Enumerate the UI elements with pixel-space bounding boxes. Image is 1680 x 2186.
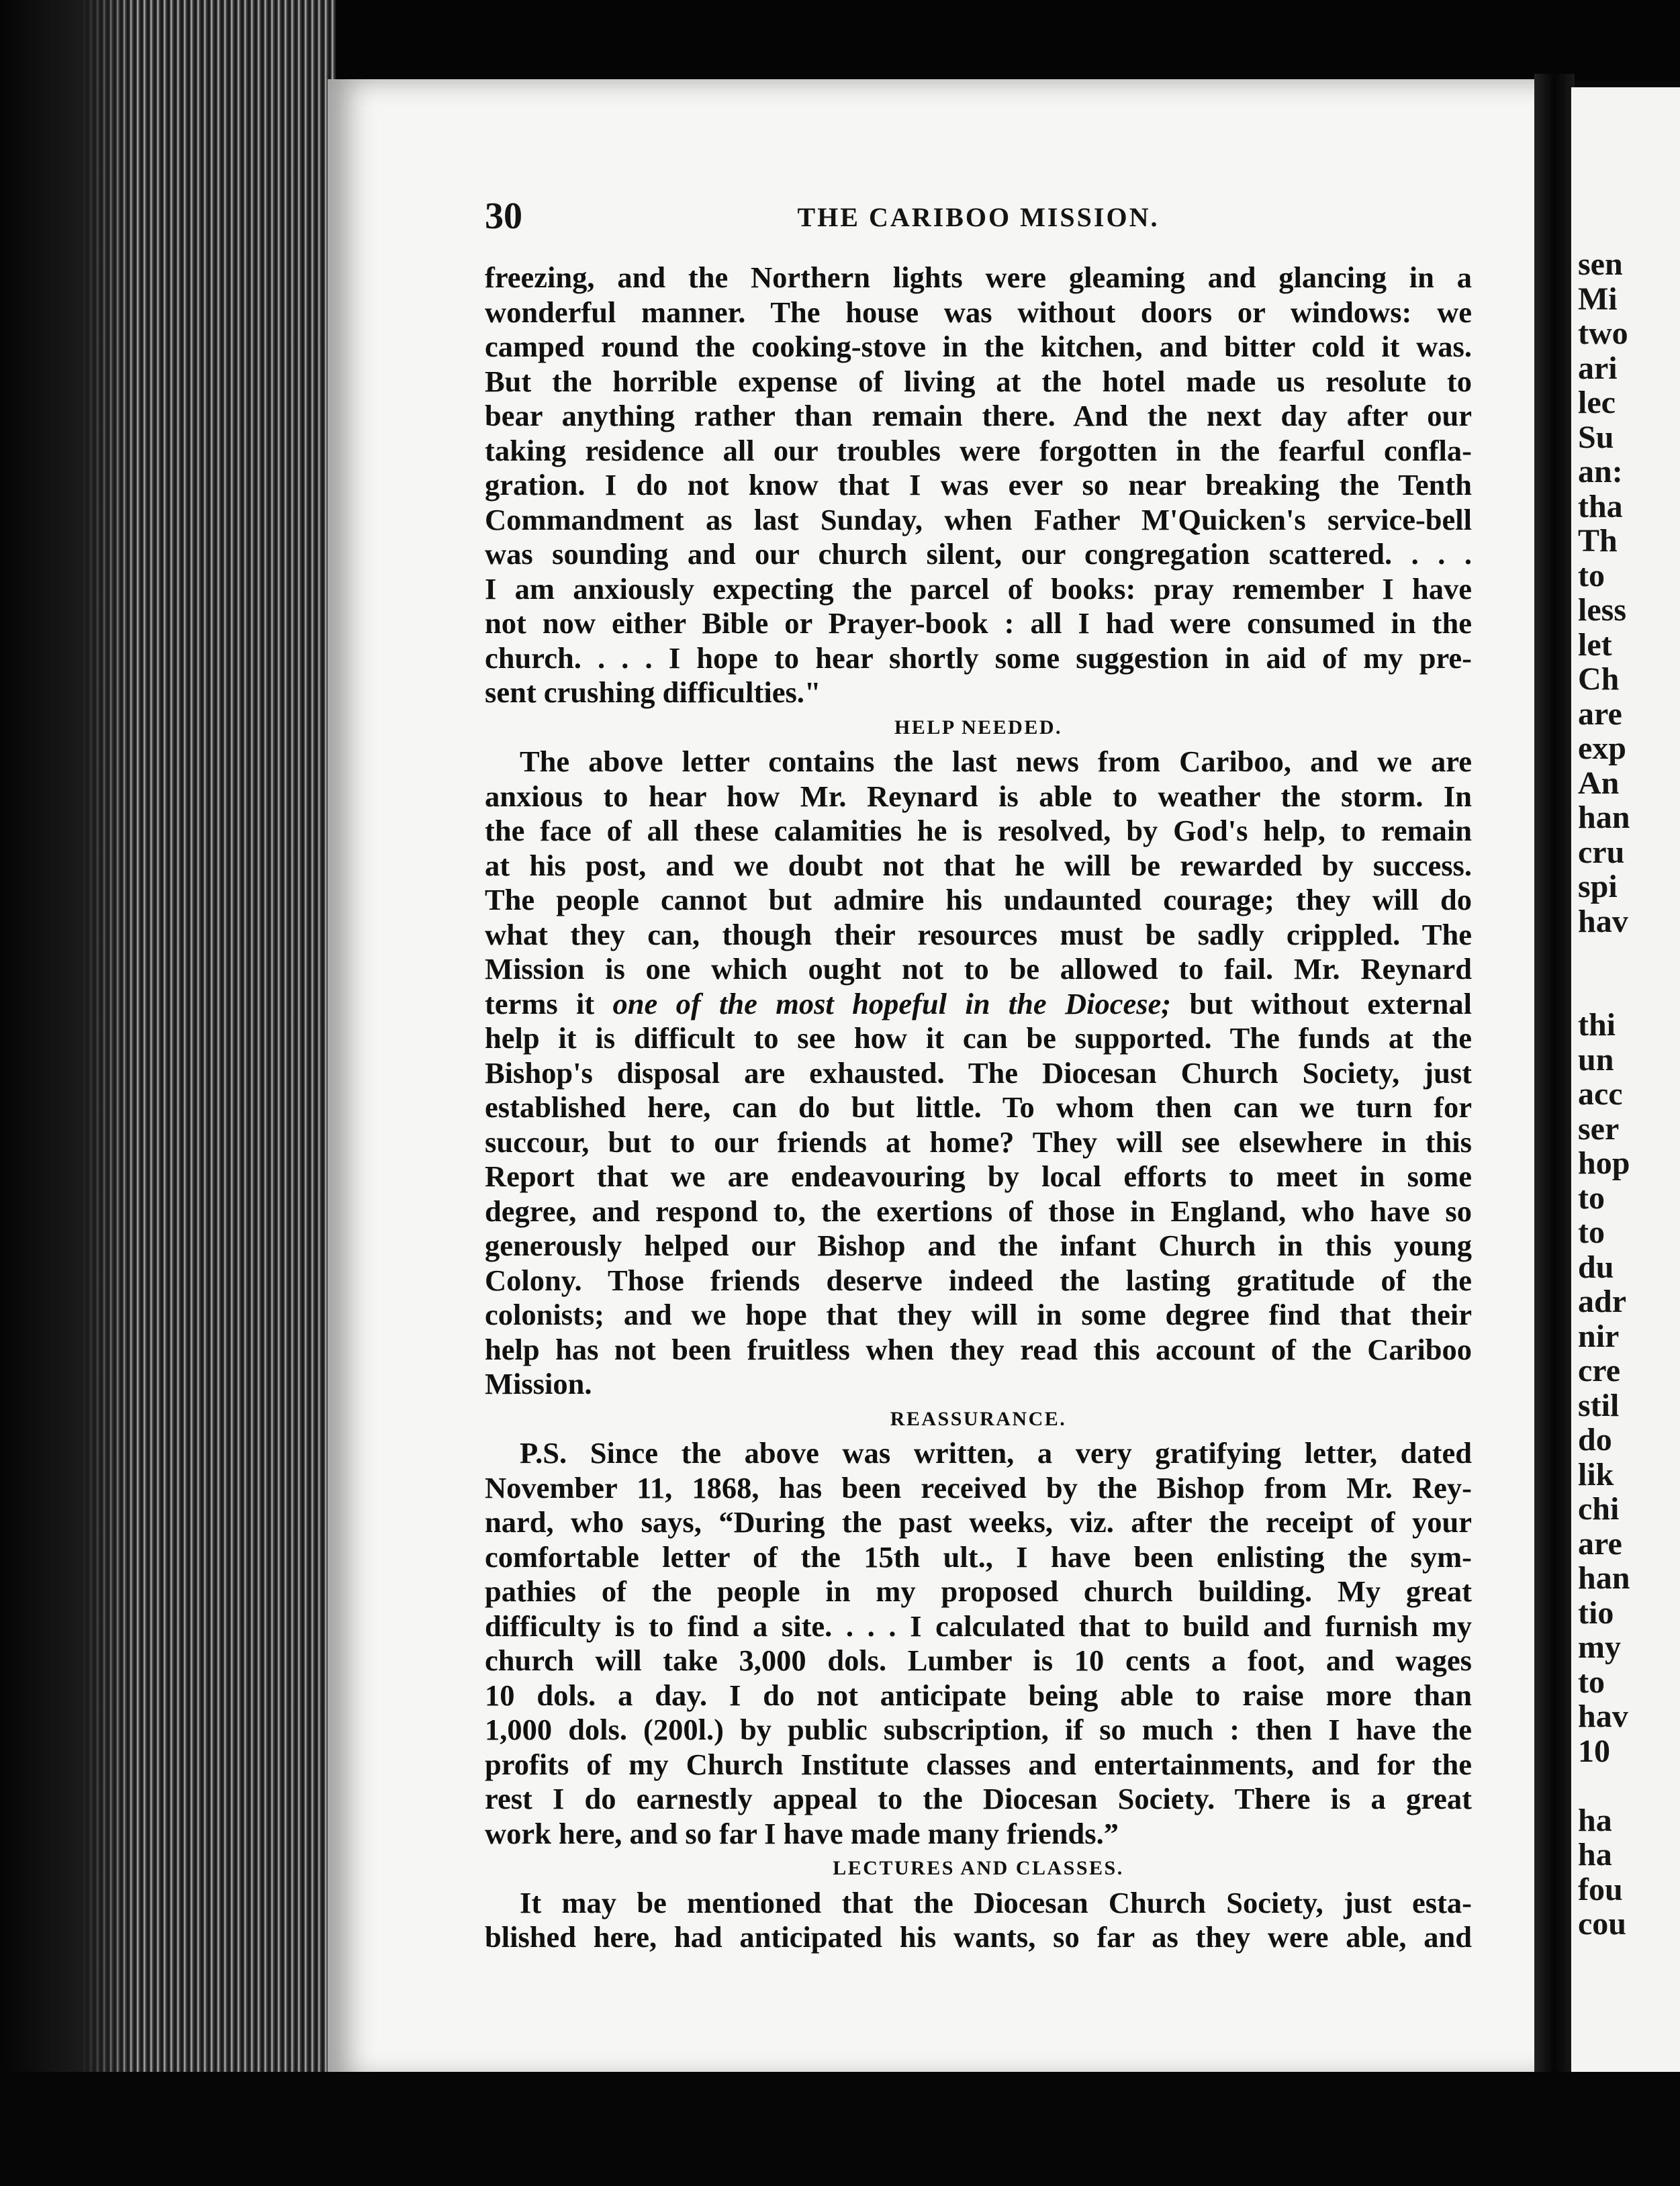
adjacent-page-fragment: hav (1578, 903, 1628, 939)
page-number: 30 (485, 195, 522, 237)
adjacent-page-fragment: ser (1578, 1110, 1620, 1147)
adjacent-page-fragment: stil (1578, 1387, 1620, 1423)
heading-reassurance: REASSURANCE. (890, 1407, 1067, 1430)
text-line: P.S. Since the above was written, a very gratifying letter, dated (520, 1436, 1472, 1470)
adjacent-page-fragment: ha (1578, 1802, 1612, 1838)
text-line: not now either Bible or Prayer-book : all I had were consumed in the (485, 606, 1472, 640)
running-head: THE CARIBOO MISSION. (797, 202, 1160, 232)
text-line: Colony. Those friends deserve indeed the lasting gratitude of the (485, 1263, 1472, 1297)
adjacent-page-fragment: nir (1578, 1318, 1620, 1354)
text-line: rest I do earnestly appeal to the Diocesan Society. There is a great (485, 1782, 1472, 1815)
adjacent-page-fragment: lec (1578, 385, 1616, 420)
adjacent-page-fragment: do (1578, 1422, 1612, 1458)
text-line: But the horrible expense of living at the hotel made us resolute to (485, 364, 1472, 398)
text-line: degree, and respond to, the exertions of those in England, who have so (485, 1194, 1472, 1228)
adjacent-page-fragment: Th (1578, 523, 1618, 559)
text-line: I am anxiously expecting the parcel of books: pray remember I have (485, 571, 1472, 606)
text-line: bear anything rather than remain there. And the next day after our (485, 399, 1472, 432)
text-line: Bishop's disposal are exhausted. The Diocesan Church Society, just (485, 1055, 1472, 1090)
page-header (485, 195, 1472, 242)
adjacent-page-fragment: two (1578, 316, 1628, 351)
text-line: help has not been fruitless when they read this account of the Cariboo (485, 1332, 1472, 1366)
adjacent-page-fragment: my (1578, 1629, 1621, 1665)
adjacent-page-fragment: to (1578, 1215, 1605, 1250)
adjacent-page-fragment: du (1578, 1249, 1614, 1285)
text-line: at his post, and we doubt not that he will be rewarded by success. (485, 848, 1472, 882)
adjacent-page-fragment: acc (1578, 1076, 1623, 1112)
text-line: Mission. (485, 1367, 592, 1400)
text-line: what they can, though their resources must be sadly crippled. The (485, 917, 1472, 951)
adjacent-page-fragment: cru (1578, 834, 1625, 870)
text-line: wonderful manner. The house was without doors or windows: we (485, 295, 1472, 329)
adjacent-page-fragment: han (1578, 1560, 1630, 1596)
adjacent-page-fragment: tha (1578, 488, 1623, 524)
body-text (485, 260, 1472, 1955)
adjacent-page-fragment: An (1578, 765, 1620, 801)
adjacent-page-fragment: 10 (1578, 1733, 1610, 1769)
text-line: taking residence all our troubles were forgotten in the fearful confla- (485, 433, 1472, 467)
heading-help-needed: HELP NEEDED. (894, 716, 1063, 739)
text-line: freezing, and the Northern lights were gleaming and glancing in a (485, 260, 1472, 294)
text-line: gration. I do not know that I was ever so near breaking the Tenth (485, 468, 1472, 502)
adjacent-page-fragment: to (1578, 1664, 1605, 1700)
adjacent-page-fragment: to (1578, 1180, 1605, 1216)
heading-lectures-classes: LECTURES AND CLASSES. (833, 1857, 1124, 1879)
adjacent-page-fragment: hop (1578, 1145, 1630, 1181)
adjacent-page-fragment: are (1578, 696, 1622, 732)
adjacent-page-fragment: ha (1578, 1837, 1612, 1872)
adjacent-page-fragment: to (1578, 557, 1605, 593)
adjacent-page-fragment: Ch (1578, 661, 1620, 697)
text-line: work here, and so far I have made many friends.” (485, 1816, 1119, 1850)
adjacent-page-fragment: chi (1578, 1491, 1620, 1527)
adjacent-page-fragment: Su (1578, 419, 1614, 455)
text-line: Report that we are endeavouring by local efforts to meet in some (485, 1159, 1472, 1193)
adjacent-page-fragment: let (1578, 626, 1612, 663)
text-line: help it is difficult to see how it can be supported. The funds at the (485, 1021, 1472, 1055)
text-line: profits of my Church Institute classes and entertainments, and for the (485, 1747, 1472, 1781)
text-span: but without external (1171, 986, 1472, 1020)
text-span: terms it (485, 986, 613, 1020)
text-line: difficulty is to find a site. . . . I calculated that to build and furnish my (485, 1609, 1472, 1643)
adjacent-page-fragment: fou (1578, 1871, 1623, 1907)
adjacent-page-fragment: tio (1578, 1595, 1614, 1631)
text-line: the face of all these calamities he is resolved, by God's help, to remain (485, 814, 1472, 847)
text-line: church will take 3,000 dols. Lumber is 10 cents a foot, and wages (485, 1644, 1472, 1677)
text-line: 1,000 dols. (200l.) by public subscription, if so much : then I have the (485, 1713, 1472, 1746)
italic-quote: one of the most hopeful in the Diocese; (612, 986, 1172, 1020)
text-line: colonists; and we hope that they will in some degree find that their (485, 1298, 1472, 1331)
text-line: Commandment as last Sunday, when Father M'Quicken's service-bell (485, 502, 1472, 536)
text-line: It may be mentioned that the Diocesan Church Society, just esta- (520, 1885, 1472, 1919)
text-line: anxious to hear how Mr. Reynard is able to weather the storm. In (485, 779, 1472, 813)
adjacent-page-fragment: cre (1578, 1353, 1621, 1388)
adjacent-page-fragment: less (1578, 592, 1626, 628)
adjacent-page-fragment: Mi (1578, 281, 1618, 317)
scan-bottom-border (0, 2072, 1680, 2186)
adjacent-page-fragment: adr (1578, 1284, 1626, 1319)
text-line: pathies of the people in my proposed church building. My great (485, 1574, 1472, 1608)
book-spine-shadow (0, 0, 134, 2186)
text-line: November 11, 1868, has been received by the Bishop from Mr. Rey- (485, 1470, 1472, 1505)
adjacent-page-fragment: hav (1578, 1699, 1628, 1734)
adjacent-page (1571, 87, 1680, 2075)
adjacent-page-fragment: sen (1578, 246, 1623, 282)
paragraph-letter-end (485, 260, 1472, 710)
adjacent-page-fragment: han (1578, 800, 1630, 835)
text-line: The people cannot but admire his undaunted courage; they will do (485, 883, 1472, 916)
text-line: camped round the cooking-stove in the kitchen, and bitter cold it was. (485, 330, 1472, 363)
text-line: established here, can do but little. To whom then can we turn for (485, 1090, 1472, 1124)
adjacent-page-fragment: exp (1578, 730, 1626, 766)
book-gutter (1534, 74, 1575, 2081)
text-line: blished here, had anticipated his wants, so far as they were able, and (485, 1920, 1472, 1954)
paragraph-reassurance (485, 1436, 1472, 1851)
adjacent-page-fragment: ari (1578, 350, 1618, 386)
text-line: The above letter contains the last news from Cariboo, and we are (520, 745, 1472, 778)
adjacent-page-fragment: un (1578, 1041, 1614, 1078)
paragraph-help-needed (485, 745, 1472, 1402)
text-line: nard, who says, “During the past weeks, viz. after the receipt of your (485, 1505, 1472, 1539)
adjacent-page-fragment: an: (1578, 454, 1623, 489)
text-line: Mission is one which ought not to be allowed to fail. Mr. Reynard (485, 952, 1472, 986)
adjacent-page-fragment: lik (1578, 1456, 1614, 1492)
text-line: was sounding and our church silent, our congregation scattered. . . . (485, 537, 1472, 571)
adjacent-page-fragment: spi (1578, 869, 1618, 904)
paragraph-lectures (485, 1886, 1472, 1955)
adjacent-page-fragment: thi (1578, 1007, 1616, 1043)
adjacent-page-fragment: are (1578, 1525, 1622, 1562)
text-line: comfortable letter of the 15th ult., I have been enlisting the sym- (485, 1539, 1472, 1574)
text-line: 10 dols. a day. I do not anticipate being able to raise more than (485, 1678, 1472, 1712)
text-line: generously helped our Bishop and the infant Church in this young (485, 1229, 1472, 1262)
text-line (485, 987, 1472, 1022)
text-line: succour, but to our friends at home? They will see elsewhere in this (485, 1125, 1472, 1159)
text-line: church. . . . I hope to hear shortly some suggestion in aid of my pre- (485, 640, 1472, 675)
adjacent-page-fragment: cou (1578, 1906, 1626, 1942)
text-line: sent crushing difficulties." (485, 675, 821, 709)
